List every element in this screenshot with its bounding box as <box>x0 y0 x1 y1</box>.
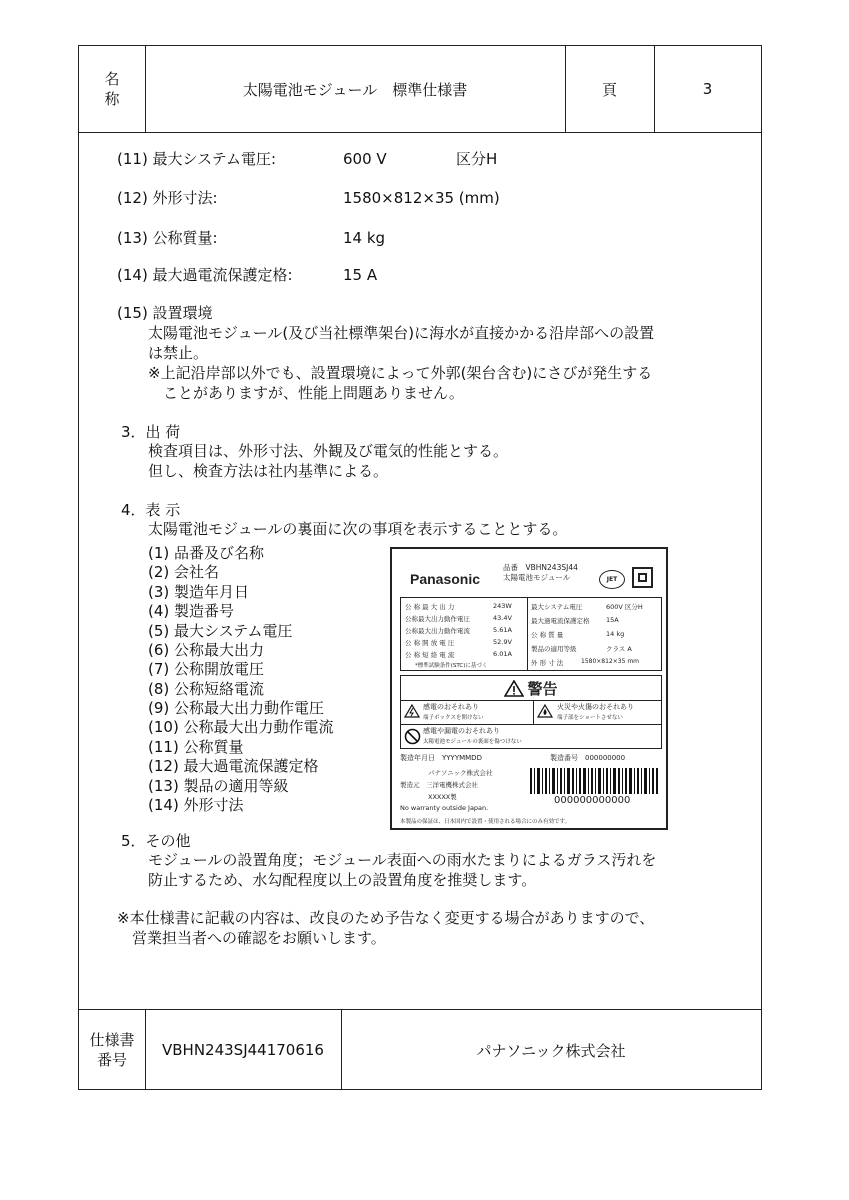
list-item: (13) 製品の適用等級 <box>148 777 289 795</box>
environment-line: は禁止。 <box>148 344 209 362</box>
label-left-key: 公 称 最 大 出 力 <box>405 603 455 611</box>
environment-line: ことがありますが、性能上問題ありません。 <box>148 384 464 402</box>
label-left-key: 公 称 開 放 電 圧 <box>405 639 455 647</box>
label-warning-box <box>400 675 662 749</box>
environment-heading: (15) 設置環境 <box>117 304 213 322</box>
warning-triangle-icon <box>504 680 524 697</box>
other-line: 防止するため、水勾配程度以上の設置角度を推奨します。 <box>148 871 537 889</box>
label-serial: 製造番号 000000000 <box>550 754 626 762</box>
list-item: (2) 会社名 <box>148 563 220 581</box>
list-item: (4) 製造番号 <box>148 602 235 620</box>
list-item: (5) 最大システム電圧 <box>148 622 293 640</box>
jet-mark-icon: JET <box>599 570 625 589</box>
doc-number: VBHN243SJ44170616 <box>162 1041 324 1059</box>
other-heading: 5．その他 <box>121 832 191 850</box>
warn2-subtext: 端子部をショートさせない <box>557 715 623 721</box>
list-item: (3) 製造年月日 <box>148 583 250 601</box>
label-company: パナソニック株式会社 <box>428 769 493 777</box>
label-left-key: 公称最大出力動作電圧 <box>405 615 470 623</box>
page-number: 3 <box>702 80 713 98</box>
barcode-number: 000000000000 <box>554 795 631 806</box>
shipping-line: 検査項目は、外形寸法、外観及び電気的性能とする。 <box>148 442 509 460</box>
label-left-key: 公称最大出力動作電流 <box>405 627 470 635</box>
doc-number-label: 仕様書 番号 <box>89 1031 135 1069</box>
environment-line: 太陽電池モジュール(及び当社標準架台)に海水が直接かかる沿岸部への設置 <box>148 324 655 342</box>
spec-14-value: 15 A <box>343 266 378 284</box>
fire-hazard-icon <box>537 704 553 718</box>
spec-12-label: (12) 外形寸法: <box>117 189 218 207</box>
label-left-value: 5.61A <box>493 626 512 634</box>
name-label: 名 称 <box>104 70 120 108</box>
label-model <box>503 563 578 583</box>
list-item: (6) 公称最大出力 <box>148 641 265 659</box>
label-model-number: 品番 VBHN243SJ44 <box>503 563 578 572</box>
environment-line: ※上記沿岸部以外でも、設置環境によって外郭(架台含む)にさびが発生する <box>148 364 653 382</box>
label-right-value: 14 kg <box>606 630 625 638</box>
label-right-value: クラス A <box>606 645 632 653</box>
spec-11-extra: 区分H <box>456 150 498 168</box>
label-left-value: 52.9V <box>493 638 512 646</box>
label-maker: 製造元 三洋電機株式会社 <box>400 781 478 789</box>
spec-12-value: 1580×812×35 (mm) <box>343 189 500 207</box>
panasonic-logo: Panasonic <box>410 571 481 587</box>
label-right-key: 製品の適用等級 <box>531 645 577 653</box>
label-model-name: 太陽電池モジュール <box>503 573 571 582</box>
warn1-subtext: 端子ボックスを開けない <box>423 715 484 721</box>
label-warranty: No warranty outside Japan. <box>400 804 489 812</box>
list-item: (8) 公称短絡電流 <box>148 680 265 698</box>
shipping-line: 但し、検査方法は社内基準による。 <box>148 462 389 480</box>
spec-14-label: (14) 最大過電流保護定格: <box>117 266 293 284</box>
prohibition-icon <box>404 728 421 745</box>
barcode-image <box>530 768 660 794</box>
display-heading: 4．表 示 <box>121 501 181 519</box>
label-right-key: 外 形 寸 法 <box>531 659 564 667</box>
spec-11-label: (11) 最大システム電圧: <box>117 150 277 168</box>
list-item: (1) 品番及び名称 <box>148 544 265 562</box>
footer-row <box>79 1009 761 1090</box>
other-line: モジュールの設置角度；モジュール表面への雨水たまりによるガラス汚れを <box>148 851 657 869</box>
spec-11-value: 600 V <box>343 150 387 168</box>
warn1-text: 感電のおそれあり <box>423 703 479 711</box>
warning-title <box>401 676 661 701</box>
label-left-value: 43.4V <box>493 614 512 622</box>
list-item: (10) 公称最大出力動作電流 <box>148 718 334 736</box>
shipping-heading: 3．出 荷 <box>121 423 181 441</box>
header-row <box>79 46 761 133</box>
footer-company: パナソニック株式会社 <box>476 1041 626 1060</box>
label-right-key: 最大過電流保護定格 <box>531 617 590 625</box>
label-right-key: 公 称 質 量 <box>531 631 564 639</box>
label-left-key: 公 称 短 絡 電 流 <box>405 651 455 659</box>
display-intro: 太陽電池モジュールの裏面に次の事項を表示することとする。 <box>148 520 568 538</box>
label-mfg-date: 製造年月日 YYYYMMDD <box>400 754 482 762</box>
label-right-value: 600V 区分H <box>606 603 643 611</box>
label-right-key: 最大システム電圧 <box>531 603 583 611</box>
rating-label-image <box>390 547 668 830</box>
label-stc-note: *標準試験条件(STC)に基づく <box>415 663 488 669</box>
spec-13-label: (13) 公称質量: <box>117 229 218 247</box>
label-rating-table <box>400 597 662 671</box>
electric-shock-icon <box>404 704 420 718</box>
label-left-value: 6.01A <box>493 650 512 658</box>
spec-13-value: 14 kg <box>343 229 386 247</box>
warn2-text: 火災や火傷のおそれあり <box>557 703 634 711</box>
list-item: (12) 最大過電流保護定格 <box>148 757 319 775</box>
list-item: (7) 公称開放電圧 <box>148 660 265 678</box>
label-origin: XXXXX製 <box>428 793 457 801</box>
label-left-value: 243W <box>493 602 512 610</box>
notice-line: 営業担当者への確認をお願いします。 <box>117 929 386 947</box>
double-insulation-icon <box>632 567 653 588</box>
list-item: (9) 公称最大出力動作電圧 <box>148 699 325 717</box>
warn3-text: 感電や漏電のおそれあり <box>423 727 500 735</box>
list-item: (11) 公称質量 <box>148 738 244 756</box>
warn3-subtext: 太陽電池モジュールの裏面を傷つけない <box>423 739 522 745</box>
page-label: 頁 <box>601 80 617 99</box>
label-right-value: 1580×812×35 mm <box>581 658 640 665</box>
label-right-value: 15A <box>606 616 619 624</box>
document-title: 太陽電池モジュール 標準仕様書 <box>242 80 468 99</box>
notice-line: ※本仕様書に記載の内容は、改良のため予告なく変更する場合がありますので、 <box>117 909 655 927</box>
warning-title-text: 警告 <box>527 679 558 698</box>
label-footnote: 本製品の保証は、日本国内で設置・使用される場合にのみ有効です。 <box>400 819 571 825</box>
list-item: (14) 外形寸法 <box>148 796 244 814</box>
